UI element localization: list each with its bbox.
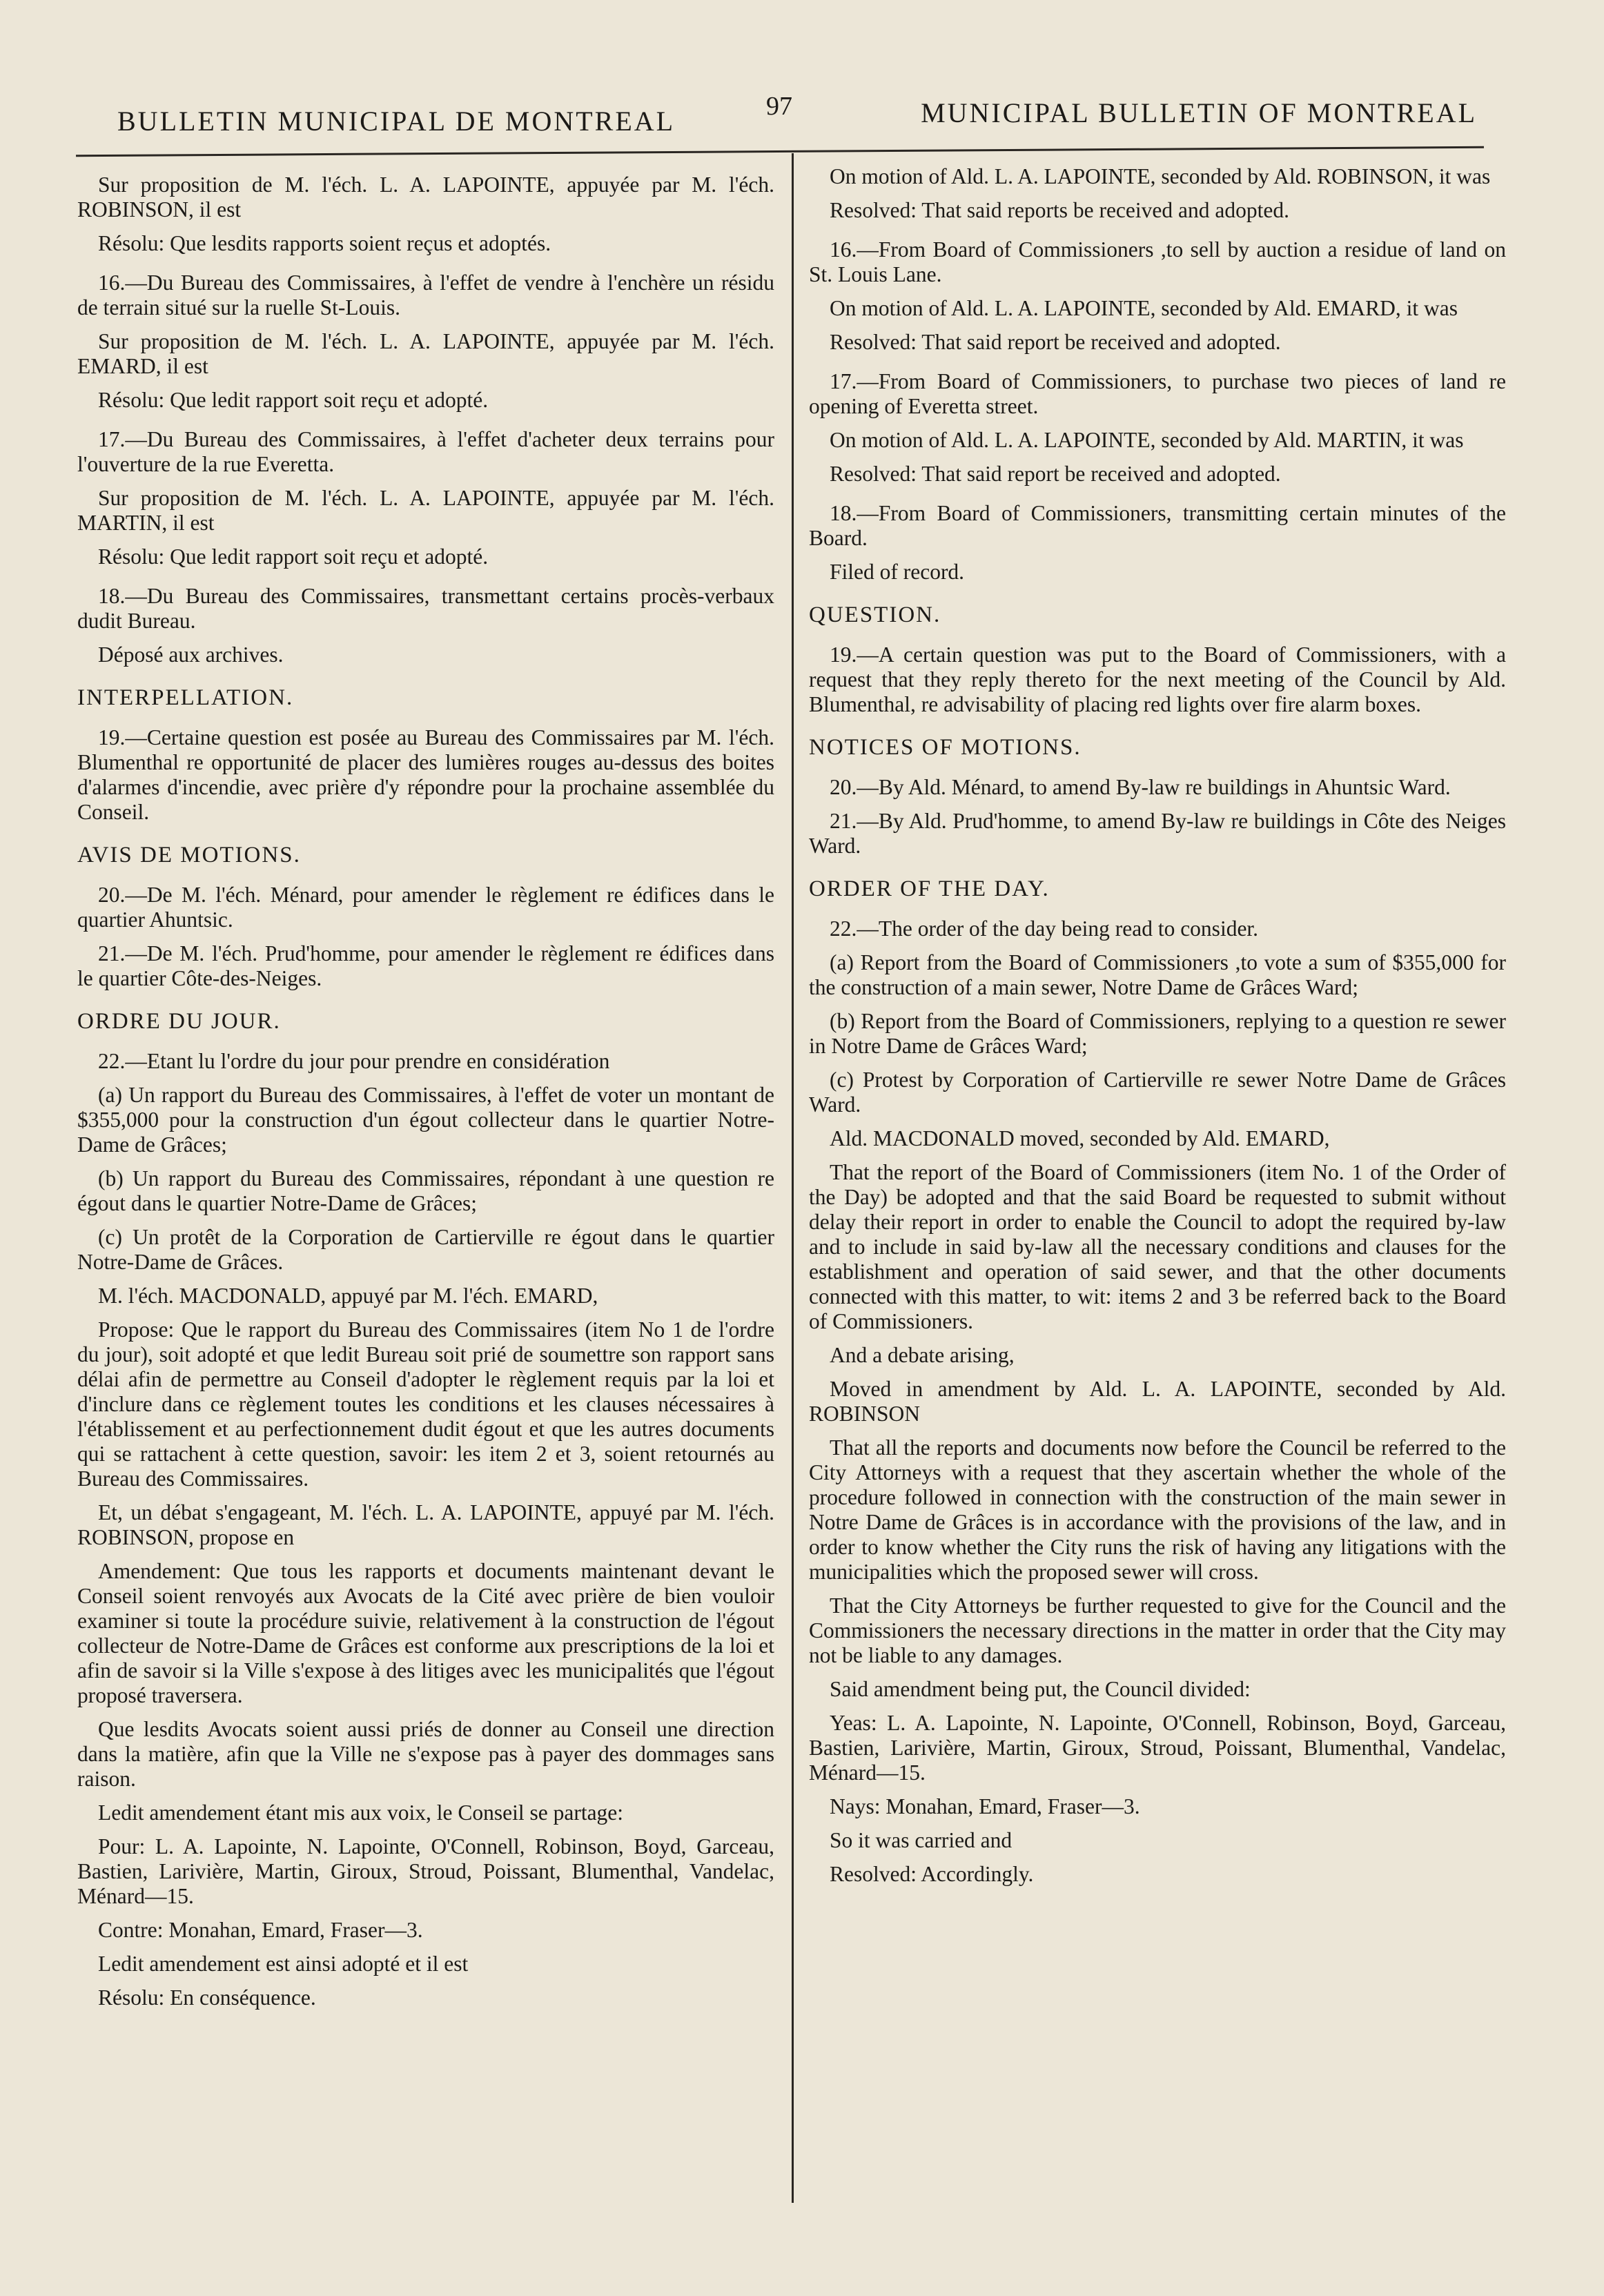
section-heading: NOTICES OF MOTIONS. — [809, 735, 1082, 760]
item-18: 18.—Du Bureau des Commissaires, transmettant certains procès-verbaux dudit Bureau. — [77, 584, 774, 633]
paragraph: Et, un débat s'engageant, M. l'éch. L. A. LAPOINTE, appuyé par M. l'éch. ROBINSON, propose en — [77, 1500, 774, 1549]
item-20: 20.—By Ald. Ménard, to amend By-law re buildings in Ahuntsic Ward. — [830, 775, 1451, 799]
section-heading: ORDRE DU JOUR. — [77, 1009, 281, 1034]
paragraph: That the City Attorneys be further requested to give for the Council and the Commissioners the necessary directions in the matter in order that the City may not be liable to any damages. — [809, 1593, 1506, 1667]
header-title-english: MUNICIPAL BULLETIN OF MONTREAL — [921, 97, 1477, 128]
paragraph: On motion of Ald. L. A. LAPOINTE, seconded by Ald. EMARD, it was — [830, 296, 1458, 320]
paragraph: Sur proposition de M. l'éch. L. A. LAPOINTE, appuyée par M. l'éch. ROBINSON, il est — [77, 173, 774, 222]
paragraph: So it was carried and — [830, 1828, 1013, 1852]
item-17: 17.—Du Bureau des Commissaires, à l'effet d'acheter deux terrains pour l'ouverture de la rue Everetta. — [77, 427, 774, 476]
paragraph: (a) Un rapport du Bureau des Commissaires, à l'effet de voter un montant de $355,000 pour la construction d'un égout collecteur dans le quartier Notre-Dame de Grâces; — [77, 1083, 774, 1157]
paragraph: Moved in amendment by Ald. L. A. LAPOINTE, seconded by Ald. ROBINSON — [809, 1377, 1506, 1426]
paragraph: Resolved: That said report be received and adopted. — [830, 330, 1281, 354]
paragraph: Sur proposition de M. l'éch. L. A. LAPOINTE, appuyée par M. l'éch. MARTIN, il est — [77, 486, 774, 535]
paragraph: (b) Un rapport du Bureau des Commissaires, répondant à une question re égout dans le quartier Notre-Dame de Grâces; — [77, 1166, 774, 1215]
section-heading: AVIS DE MOTIONS. — [77, 843, 301, 867]
french-column — [77, 173, 774, 2019]
item-16: 16.—Du Bureau des Commissaires, à l'effet de vendre à l'enchère un résidu de terrain situé sur la ruelle St-Louis. — [77, 271, 774, 320]
paragraph: Yeas: L. A. Lapointe, N. Lapointe, O'Connell, Robinson, Boyd, Garceau, Bastien, Larivière, Martin, Giroux, Stroud, Poissant, Blumenthal, Vandelac, Ménard—15. — [809, 1711, 1506, 1785]
page-number: 97 — [766, 92, 792, 121]
paragraph: Amendement: Que tous les rapports et documents maintenant devant le Conseil soient renvoyés aux Avocats de la Cité avec prière de bien vouloir examiner si toute la procédure suivie, relativement à la construction de l'égout collecteur de Notre-Dame de Grâces est conforme aux prescriptions de la loi et afin de savoir si la Ville s'expose à des litiges avec les municipalités que l'égout proposé traversera. — [77, 1559, 774, 1707]
item-21: 21.—De M. l'éch. Prud'homme, pour amender le règlement re édifices dans le quartier Côte-des-Neiges. — [77, 941, 774, 990]
paragraph: Résolu: Que ledit rapport soit reçu et adopté. — [98, 544, 489, 569]
paragraph: Résolu: En conséquence. — [98, 1985, 316, 2010]
page-header — [76, 69, 1484, 152]
item-19: 19.—Certaine question est posée au Bureau des Commissaires par M. l'éch. Blumenthal re opportunité de placer des lumières rouges au-dessus des boites d'alarmes d'incendie, avec prière d'y répondre pour la prochaine assemblée du Conseil. — [77, 725, 774, 824]
section-heading: ORDER OF THE DAY. — [809, 876, 1050, 901]
item-17: 17.—From Board of Commissioners, to purchase two pieces of land re opening of Everetta street. — [809, 369, 1506, 418]
paragraph: Nays: Monahan, Emard, Fraser—3. — [830, 1794, 1140, 1818]
paragraph: (b) Report from the Board of Commissioners, replying to a question re sewer in Notre Dame de Grâces Ward; — [809, 1009, 1506, 1058]
paragraph: Resolved: That said reports be received and adopted. — [830, 198, 1289, 222]
english-column — [809, 164, 1506, 1896]
header-title-french: BULLETIN MUNICIPAL DE MONTREAL — [117, 106, 676, 137]
column-divider — [792, 153, 794, 2203]
paragraph: On motion of Ald. L. A. LAPOINTE, seconded by Ald. MARTIN, it was — [830, 428, 1464, 452]
item-19: 19.—A certain question was put to the Board of Commissioners, with a request that they reply thereto for the next meeting of the Council by Ald. Blumenthal, re advisability of placing red lights over fire alarm boxes. — [809, 642, 1506, 716]
paragraph: Pour: L. A. Lapointe, N. Lapointe, O'Connell, Robinson, Boyd, Garceau, Bastien, Larivière, Martin, Giroux, Stroud, Poissant, Blumenthal, Vandelac, Ménard—15. — [77, 1834, 774, 1908]
paragraph: Déposé aux archives. — [98, 642, 284, 667]
section-heading: QUESTION. — [809, 602, 941, 627]
paragraph: On motion of Ald. L. A. LAPOINTE, seconded by Ald. ROBINSON, it was — [830, 164, 1491, 188]
paragraph: Resolved: Accordingly. — [830, 1862, 1034, 1886]
paragraph: Que lesdits Avocats soient aussi priés de donner au Conseil une direction dans la matière, afin que la Ville ne s'expose pas à payer des dommages sans raison. — [77, 1717, 774, 1791]
paragraph: Ledit amendement est ainsi adopté et il est — [98, 1952, 469, 1976]
paragraph: Résolu: Que lesdits rapports soient reçus et adoptés. — [98, 231, 551, 255]
item-18: 18.—From Board of Commissioners, transmitting certain minutes of the Board. — [809, 501, 1506, 550]
paragraph: Contre: Monahan, Emard, Fraser—3. — [98, 1918, 423, 1942]
paragraph: Propose: Que le rapport du Bureau des Commissaires (item No 1 de l'ordre du jour), soit adopté et que ledit Bureau soit prié de soumettre son rapport sans délai afin de permettre au Conseil d'adopter le règlement requis par la loi et d'inclure dans ce règlement toutes les conditions et les clauses nécessaires à l'établissement et au perfectionnement dudit égout et que les autres documents qui se rattachent à cette question, savoir: les item 2 et 3, soient retournés au Bureau des Commissaires. — [77, 1317, 774, 1491]
paragraph: Résolu: Que ledit rapport soit reçu et adopté. — [98, 388, 489, 412]
item-22: 22.—Etant lu l'ordre du jour pour prendre en considération — [98, 1049, 610, 1073]
paragraph: (c) Protest by Corporation of Cartierville re sewer Notre Dame de Grâces Ward. — [809, 1068, 1506, 1117]
paragraph: That the report of the Board of Commissioners (item No. 1 of the Order of the Day) be adopted and that the said Board be requested to submit without delay their report in order to enable the Council to adopt the required by-law and to include in said by-law all the necessary conditions and clauses for the establishment and operation of said sewer, and that the other documents connected with this matter, to wit: items 2 and 3 be referred back to the Board of Commissioners. — [809, 1160, 1506, 1333]
item-21: 21.—By Ald. Prud'homme, to amend By-law re buildings in Côte des Neiges Ward. — [809, 809, 1506, 858]
item-20: 20.—De M. l'éch. Ménard, pour amender le règlement re édifices dans le quartier Ahuntsic. — [77, 883, 774, 932]
paragraph: Sur proposition de M. l'éch. L. A. LAPOINTE, appuyée par M. l'éch. EMARD, il est — [77, 329, 774, 378]
paragraph: M. l'éch. MACDONALD, appuyé par M. l'éch. EMARD, — [98, 1284, 598, 1308]
paragraph: And a debate arising, — [830, 1343, 1015, 1367]
paragraph: (c) Un protêt de la Corporation de Cartierville re égout dans le quartier Notre-Dame de Grâces. — [77, 1225, 774, 1274]
paragraph: Ald. MACDONALD moved, seconded by Ald. EMARD, — [830, 1126, 1330, 1150]
paragraph: Ledit amendement étant mis aux voix, le Conseil se partage: — [98, 1801, 624, 1825]
paragraph: (a) Report from the Board of Commissioners ,to vote a sum of $355,000 for the construction of a main sewer, Notre Dame de Grâces Ward; — [809, 950, 1506, 999]
paragraph: Said amendment being put, the Council divided: — [830, 1677, 1251, 1701]
paragraph: Filed of record. — [830, 560, 965, 584]
item-22: 22.—The order of the day being read to consider. — [830, 916, 1259, 941]
paragraph: Resolved: That said report be received and adopted. — [830, 462, 1281, 486]
section-heading: INTERPELLATION. — [77, 685, 294, 710]
paragraph: That all the reports and documents now before the Council be referred to the City Attorneys with a request that they ascertain whether the whole of the procedure followed in connection with the construction of the main sewer in Notre Dame de Grâces is in accordance with the provisions of the law, and in order to know whether the City runs the risk of having any litigations with the municipalities which the proposed sewer will cross. — [809, 1435, 1506, 1584]
item-16: 16.—From Board of Commissioners ,to sell by auction a residue of land on St. Louis Lane. — [809, 237, 1506, 286]
